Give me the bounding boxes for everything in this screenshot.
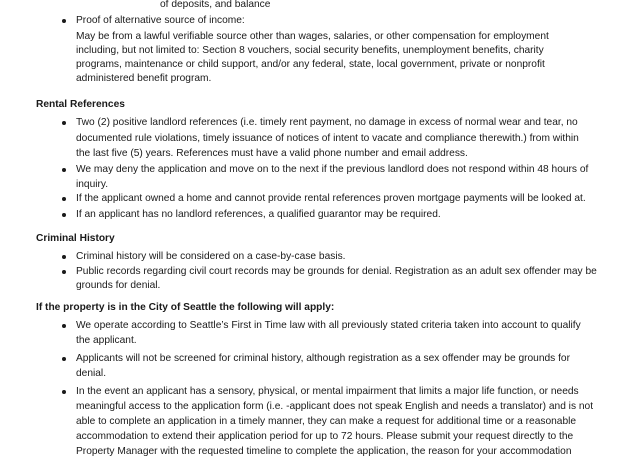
criminal-bullet-line: grounds for denial. bbox=[76, 280, 161, 291]
seattle-bullet-line: denial. bbox=[76, 368, 107, 379]
income-line: including, but not limited to: Section 8 vouchers, social security benefits, unemployment benefits, charity bbox=[76, 45, 544, 56]
criminal-history-heading: Criminal History bbox=[36, 233, 115, 244]
seattle-bullet-line: We operate according to Seattle’s First in Time law with all previously stated criteria taken into account to qualify bbox=[76, 320, 581, 331]
income-line: May be from a lawful verifiable source other than wages, salaries, or other compensation for employment bbox=[76, 31, 549, 42]
rental-bullet-line: the last five (5) years. References must have a valid phone number and email address. bbox=[76, 148, 468, 159]
rental-references-heading: Rental References bbox=[36, 99, 125, 110]
rental-bullet-line: Two (2) positive landlord references (i.e. timely rent payment, no damage in excess of normal wear and tear, no bbox=[76, 117, 578, 128]
bullet-icon bbox=[62, 357, 66, 361]
income-line: programs, maintenance or child support, and/or any federal, state, local government, private or nonprofit bbox=[76, 59, 545, 70]
bullet-icon bbox=[62, 270, 66, 274]
seattle-bullet-line: the applicant. bbox=[76, 335, 137, 346]
bullet-icon bbox=[62, 19, 66, 23]
bullet-icon bbox=[62, 390, 66, 394]
income-line: administered benefit program. bbox=[76, 73, 212, 84]
bullet-icon bbox=[62, 213, 66, 217]
rental-bullet-line: We may deny the application and move on to the next if the previous landlord does not respond within 48 hours of bbox=[76, 164, 589, 175]
bullet-icon bbox=[62, 255, 66, 259]
rental-bullet-line: If the applicant owned a home and cannot provide rental references proven mortgage payments will be looked at. bbox=[76, 193, 586, 204]
bullet-icon bbox=[62, 324, 66, 328]
prior-bullet-continuation: of deposits, and balance bbox=[160, 0, 271, 10]
income-bullet-title: Proof of alternative source of income: bbox=[76, 15, 245, 26]
criminal-bullet-line: Criminal history will be considered on a case-by-case basis. bbox=[76, 251, 346, 262]
bullet-icon bbox=[62, 197, 66, 201]
rental-bullet-line: documented rule violations, timely issuance of notices of intent to vacate and compliance therewith.) from within bbox=[76, 133, 579, 144]
seattle-bullet-line: able to complete an application in a timely manner, they can make a request for additional time or a reasonable bbox=[76, 416, 577, 427]
bullet-icon bbox=[62, 168, 66, 172]
seattle-bullet-line: accommodation to extend their application period for up to 72 hours. Please submit your request directly to the bbox=[76, 431, 574, 442]
seattle-heading: If the property is in the City of Seattle the following will apply: bbox=[36, 302, 335, 313]
seattle-bullet-line: Property Manager with the requested timeline to complete the application, the reason for your accommodation bbox=[76, 446, 572, 457]
rental-bullet-line: If an applicant has no landlord references, a qualified guarantor may be required. bbox=[76, 209, 441, 220]
seattle-bullet-line: meaningful access to the application form (i.e. -applicant does not speak English and needs a translator) and is not bbox=[76, 401, 594, 412]
seattle-bullet-line: In the event an applicant has a sensory, physical, or mental impairment that limits a major life function, or needs bbox=[76, 386, 579, 397]
criminal-bullet-line: Public records regarding civil court records may be grounds for denial. Registration as an adult sex offender may be bbox=[76, 266, 597, 277]
seattle-bullet-line: Applicants will not be screened for criminal history, although registration as a sex offender may be grounds for bbox=[76, 353, 570, 364]
rental-bullet-line: inquiry. bbox=[76, 179, 109, 190]
bullet-icon bbox=[62, 121, 66, 125]
